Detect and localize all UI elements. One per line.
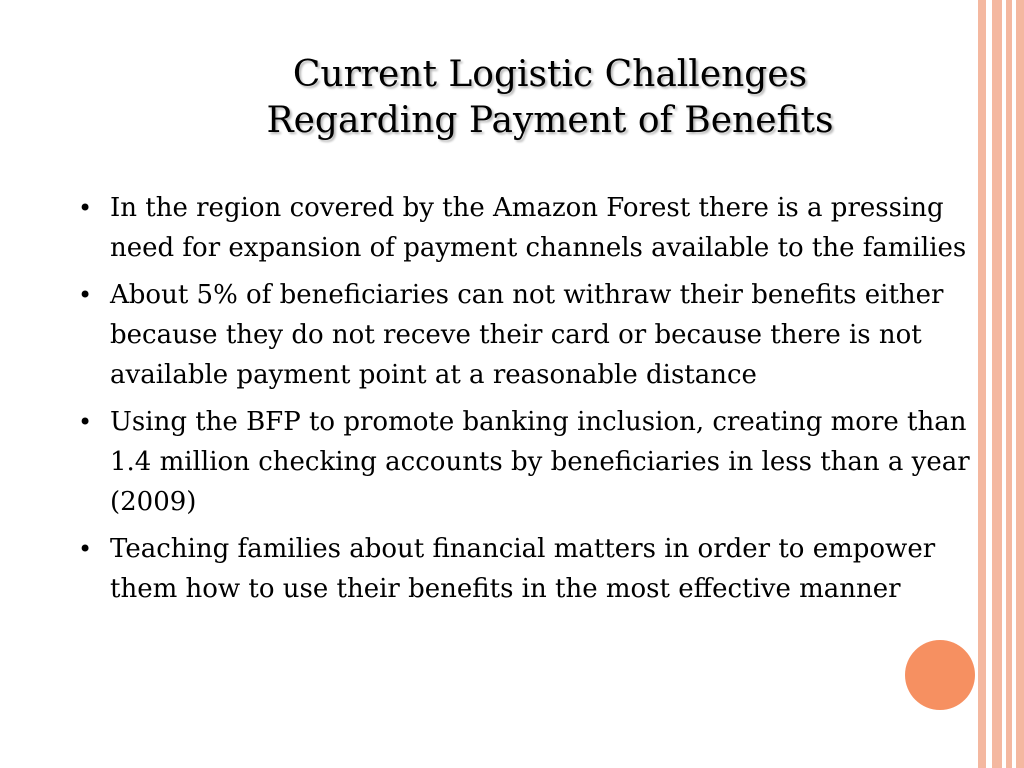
bullet-item	[74, 188, 974, 268]
decorative-stripe	[978, 0, 986, 768]
bullet-text: Using the BFP to promote banking inclusion, creating more than 1.4 million checking accounts by beneficiaries in less than a year (2009)	[110, 407, 970, 517]
slide-title-line-2: Regarding Payment of Benefits	[266, 100, 834, 141]
slide-title-line-1: Current Logistic Challenges	[292, 54, 808, 95]
bullet-marker: •	[78, 535, 93, 563]
decorative-circle	[905, 640, 975, 710]
bullet-marker: •	[78, 194, 93, 222]
bullet-text: Teaching families about financial matters in order to empower them how to use their benefits in the most effective manner	[110, 534, 936, 604]
bullet-list	[74, 188, 974, 616]
bullet-item	[74, 402, 974, 522]
bullet-text: In the region covered by the Amazon Forest there is a pressing need for expansion of payment channels available to the families	[110, 193, 967, 263]
decorative-stripe	[1016, 0, 1024, 768]
bullet-marker: •	[78, 408, 93, 436]
slide-title	[150, 52, 950, 144]
decorative-stripe	[992, 0, 1002, 768]
bullet-text: About 5% of beneficiaries can not withraw their benefits either because they do not receve their card or because there is not available payment point at a reasonable distance	[110, 280, 944, 390]
bullet-item	[74, 529, 974, 609]
bullet-marker: •	[78, 281, 93, 309]
bullet-item	[74, 275, 974, 395]
decorative-stripe	[1006, 0, 1012, 768]
